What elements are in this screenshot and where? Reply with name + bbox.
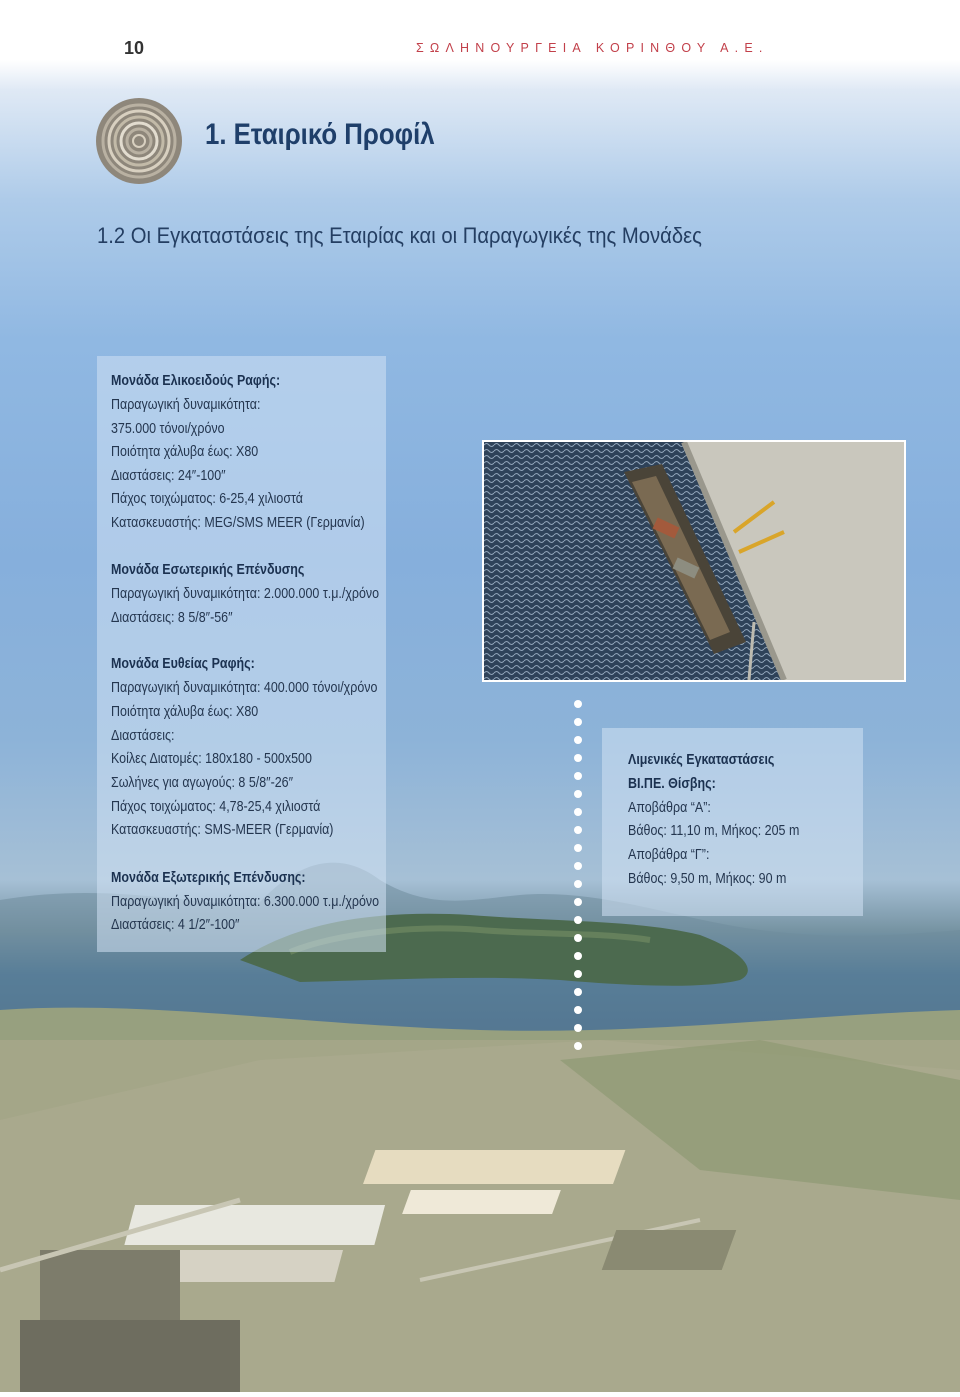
left_panel-line: Κατασκευαστής: MEG/SMS MEER (Γερμανία) xyxy=(111,515,365,531)
section-title: 1.2 Οι Εγκαταστάσεις της Εταιρίας και οι Παραγωγικές της Μονάδες xyxy=(97,223,702,248)
connector-dot xyxy=(574,988,582,996)
connector-dot xyxy=(574,700,582,708)
running-title: ΣΩΛΗΝΟΥΡΓΕΙΑ ΚΟΡΙΝΘΟΥ Α.Ε. xyxy=(416,41,769,55)
right_panel-line: Βάθος: 9,50 m, Μήκος: 90 m xyxy=(628,871,787,887)
left_panel-line: Μονάδα Εξωτερικής Επένδυσης: xyxy=(111,870,306,886)
connector-dot xyxy=(574,718,582,726)
concentric-rings-logo xyxy=(96,98,182,184)
connector-dot xyxy=(574,826,582,834)
left_panel-line: Παραγωγική δυναμικότητα: 6.300.000 τ.μ./χρόνο xyxy=(111,894,380,910)
left_panel-line: Διαστάσεις: xyxy=(111,728,175,744)
right_panel-line: Λιμενικές Εγκαταστάσεις xyxy=(628,752,775,768)
right_panel-line: Αποβάθρα “Γ”: xyxy=(628,847,710,863)
connector-dot xyxy=(574,970,582,978)
left_panel-line: 375.000 τόνοι/χρόνο xyxy=(111,421,225,437)
right_panel-line: Βάθος: 11,10 m, Μήκος: 205 m xyxy=(628,823,800,839)
left_panel-line: Πάχος τοιχώματος: 4,78-25,4 χιλιοστά xyxy=(111,799,321,815)
connector-dot xyxy=(574,772,582,780)
right_panel-line: ΒΙ.ΠΕ. Θίσβης: xyxy=(628,776,716,792)
left_panel-line: Μονάδα Εσωτερικής Επένδυσης xyxy=(111,562,305,578)
connector-dot xyxy=(574,736,582,744)
left_panel-line: Διαστάσεις: 4 1/2″-100″ xyxy=(111,917,240,933)
left_panel-line: Ποιότητα χάλυβα έως: Χ80 xyxy=(111,704,259,720)
connector-dot xyxy=(574,862,582,870)
left_panel-line: Διαστάσεις: 24″-100″ xyxy=(111,468,226,484)
connector-dot xyxy=(574,844,582,852)
left_panel-line: Σωλήνες για αγωγούς: 8 5/8″-26″ xyxy=(111,775,294,791)
left_panel-line: Παραγωγική δυναμικότητα: xyxy=(111,397,261,413)
left_panel-line: Κατασκευαστής: SMS-MEER (Γερμανία) xyxy=(111,822,334,838)
dotted-line xyxy=(572,700,586,1060)
chapter-title: 1. Εταιρικό Προφίλ xyxy=(205,118,435,151)
page-number: 10 xyxy=(124,38,145,58)
connector-dot xyxy=(574,880,582,888)
connector-dot xyxy=(574,754,582,762)
left_panel-line: Διαστάσεις: 8 5/8″-56″ xyxy=(111,610,233,626)
connector-dot xyxy=(574,1006,582,1014)
connector-dot xyxy=(574,1024,582,1032)
left_panel-line: Ποιότητα χάλυβα έως: Χ80 xyxy=(111,444,259,460)
connector-dot xyxy=(574,934,582,942)
connector-dot xyxy=(574,808,582,816)
connector-dot xyxy=(574,1042,582,1050)
left_panel-line: Παραγωγική δυναμικότητα: 2.000.000 τ.μ./χρόνο xyxy=(111,586,380,602)
left_panel-line: Μονάδα Ελικοειδούς Ραφής: xyxy=(111,373,281,389)
connector-dot xyxy=(574,790,582,798)
port-ship-photo xyxy=(482,440,906,682)
left_panel-line: Παραγωγική δυναμικότητα: 400.000 τόνοι/χρόνο xyxy=(111,680,378,696)
connector-dot xyxy=(574,916,582,924)
left_panel-line: Κοίλες Διατομές: 180x180 - 500x500 xyxy=(111,751,312,767)
right_panel-line: Αποβάθρα “Α”: xyxy=(628,800,711,816)
industrial-site-illustration xyxy=(0,1000,960,1392)
left_panel-line: Μονάδα Ευθείας Ραφής: xyxy=(111,656,255,672)
connector-dot xyxy=(574,952,582,960)
left_panel-line: Πάχος τοιχώματος: 6-25,4 χιλιοστά xyxy=(111,491,303,507)
connector-dot xyxy=(574,898,582,906)
